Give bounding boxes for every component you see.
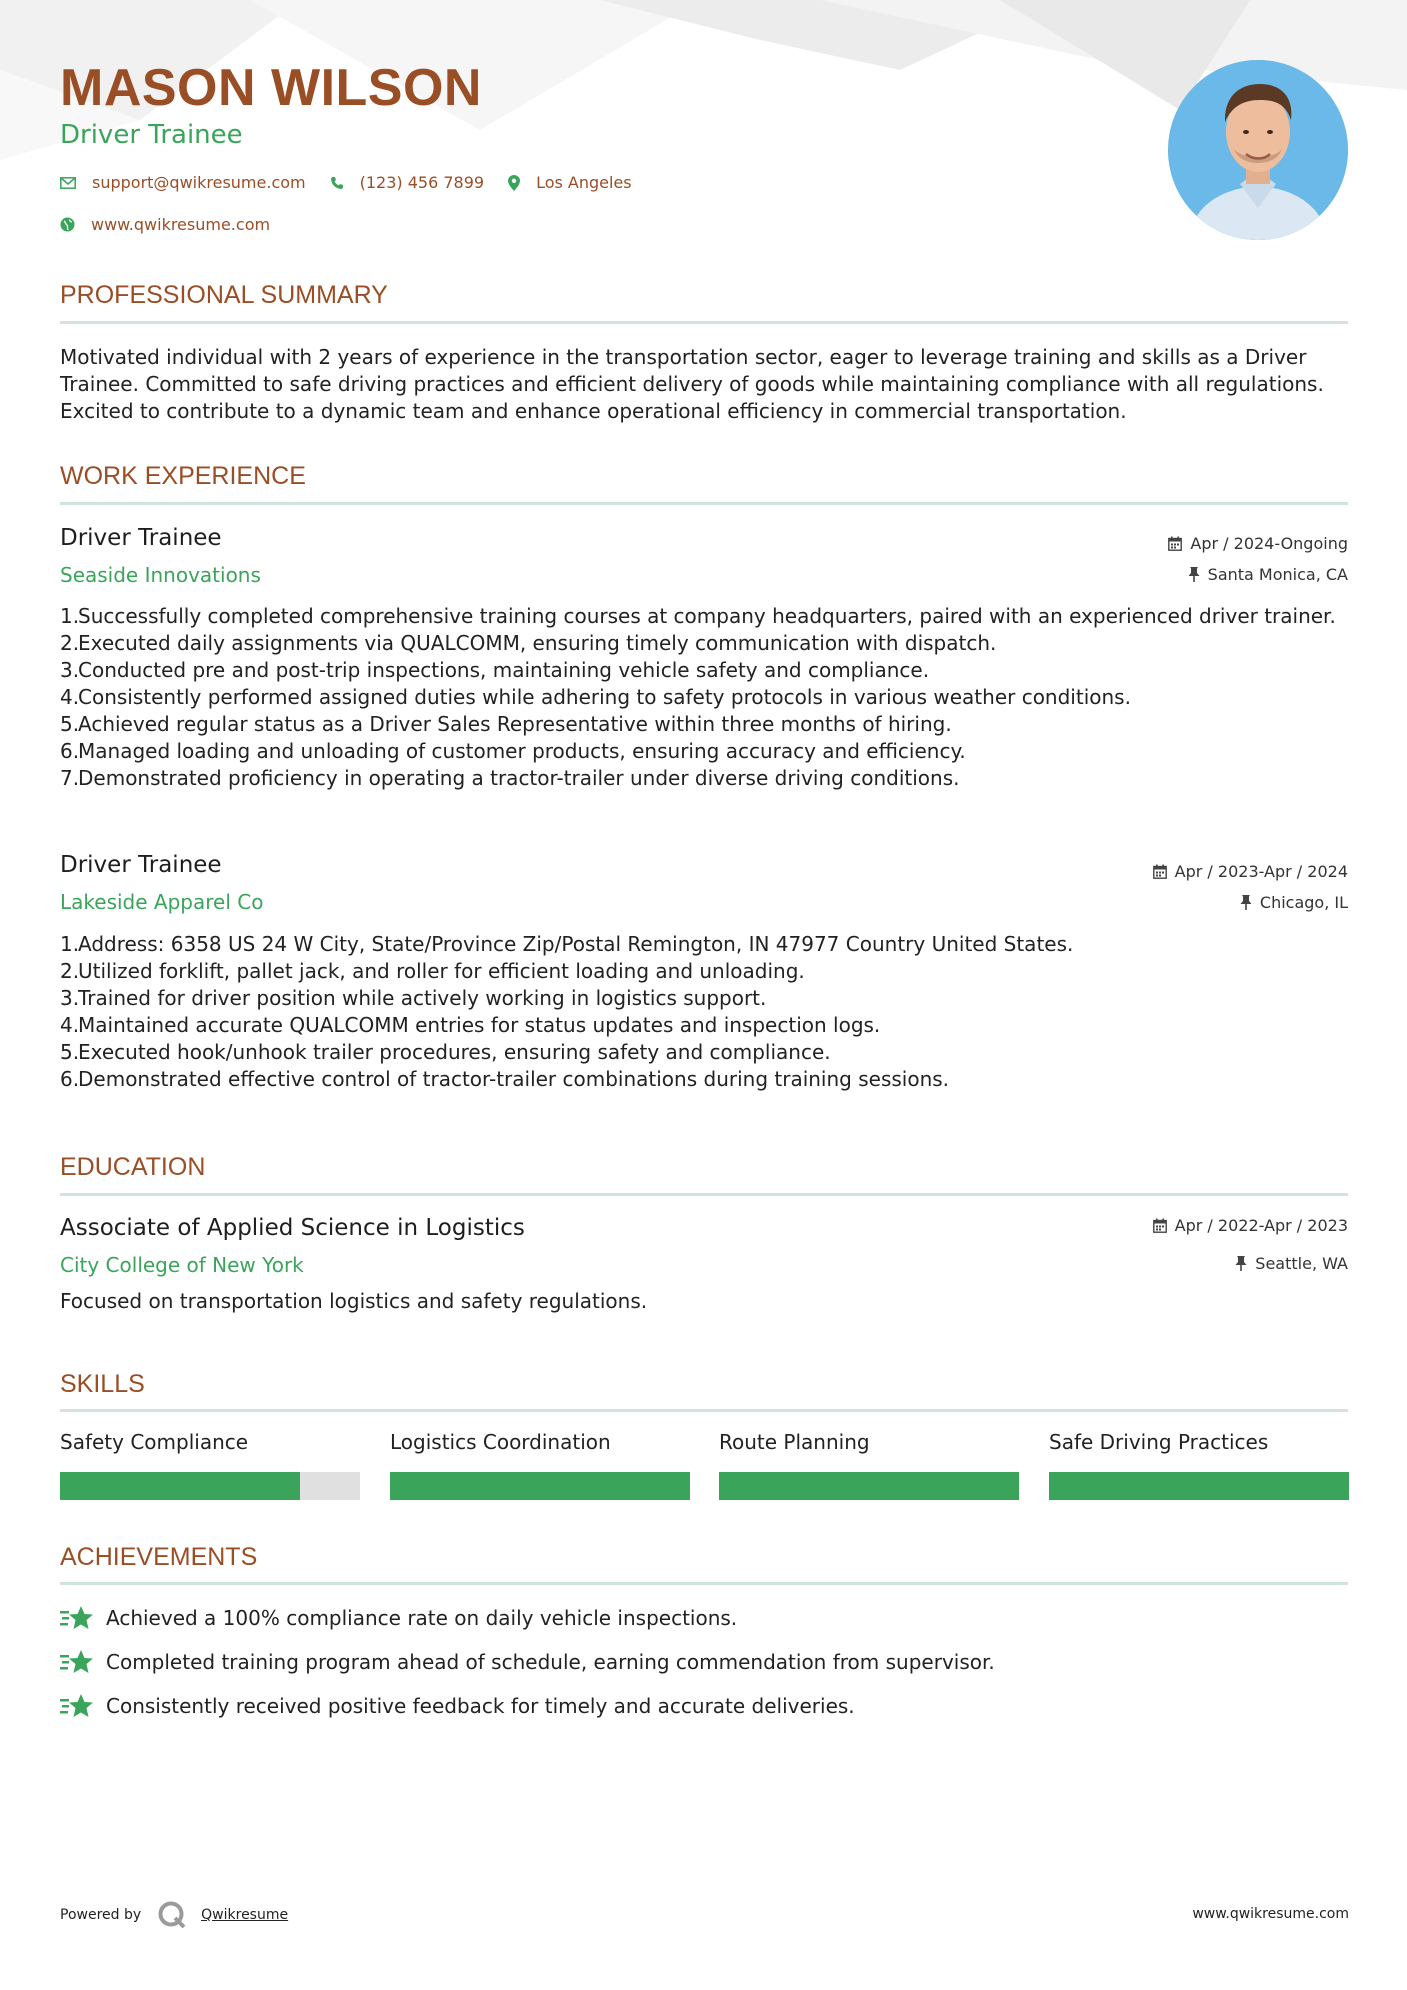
list-item: 6. Demonstrated effective control of tractor-trailer combinations during training sessions. [60,1067,950,1091]
section-divider [60,321,1348,324]
list-item: 2. Executed daily assignments via QUALCOMM, ensuring timely communication with dispatch. [60,631,997,655]
job-dates-text: Apr / 2024-Ongoing [1190,534,1348,553]
job-location-text: Santa Monica, CA [1207,565,1348,584]
skill-level-fill [60,1472,300,1500]
achievement-text: Achieved a 100% compliance rate on daily vehicle inspections. [106,1606,738,1630]
skill-level-fill [390,1472,690,1500]
job-dates-text: Apr / 2023-Apr / 2024 [1174,862,1348,881]
globe-icon [60,217,75,232]
map-pin-icon [508,175,520,191]
list-item: 5. Executed hook/unhook trailer procedures, ensuring safety and compliance. [60,1040,831,1064]
calendar-icon [1153,864,1167,879]
job-dates [1168,534,1348,553]
phone-text: (123) 456 7899 [359,173,485,192]
education-heading: EDUCATION [60,1153,206,1181]
job-company: Lakeside Apparel Co [60,890,264,914]
summary-text: Motivated individual with 2 years of experience in the transportation sector, eager to leverage training and skills as a Driver Trainee. Committed to safe driving practices and efficient delivery of goods while maintaining compliance with all regulations. Excited to contribute to a dynamic team and enhance operational efficiency in commercial transportation. [60,345,1324,423]
phone-icon [330,176,344,190]
contact-row-primary [60,173,656,192]
list-item: 5. Achieved regular status as a Driver Sales Representative within three months of hiring. [60,712,952,736]
job-title: Driver Trainee [60,525,222,551]
profile-photo [1168,60,1348,240]
skill-item [719,1430,1019,1500]
pushpin-icon [1240,895,1252,910]
skill-name: Safety Compliance [60,1430,249,1454]
skill-name: Route Planning [719,1430,870,1454]
contact-website[interactable] [60,215,270,234]
achievement-item [60,1693,855,1719]
achievement-item [60,1605,737,1631]
job-bullet-list [60,931,1350,1093]
skills-heading: SKILLS [60,1370,145,1398]
education-location-text: Seattle, WA [1255,1254,1348,1273]
achievement-text: Completed training program ahead of schedule, earning commendation from supervisor. [106,1650,995,1674]
education-school: City College of New York [60,1253,304,1277]
list-item: 3. Trained for driver position while actively working in logistics support. [60,986,767,1010]
job-title: Driver Trainee [60,852,222,878]
list-item: 4. Consistently performed assigned duties while adhering to safety protocols in various weather conditions. [60,685,1131,709]
list-item: 2. Utilized forklift, pallet jack, and roller for efficient loading and unloading. [60,959,805,983]
education-location [1235,1254,1348,1273]
footer-website[interactable]: www.qwikresume.com [1192,1906,1349,1922]
qwikresume-logo-icon [157,1900,187,1930]
location-text: Los Angeles [536,173,632,192]
skill-level-bar [719,1472,1019,1500]
achievement-text: Consistently received positive feedback for timely and accurate deliveries. [106,1694,855,1718]
job-location-text: Chicago, IL [1259,893,1348,912]
pushpin-icon [1188,567,1200,582]
education-description: Focused on transportation logistics and safety regulations. [60,1289,648,1313]
email-text: support@qwikresume.com [92,173,306,192]
contact-row-secondary [60,215,294,234]
job-bullet-list [60,603,1350,792]
skill-item [1049,1430,1349,1500]
education-degree: Associate of Applied Science in Logistics [60,1215,525,1241]
star-icon [60,1605,94,1631]
achievement-item [60,1649,995,1675]
skill-level-fill [719,1472,1019,1500]
list-item: 7. Demonstrated proficiency in operating a tractor-trailer under diverse driving conditions. [60,766,960,790]
education-dates-text: Apr / 2022-Apr / 2023 [1174,1216,1348,1235]
star-icon [60,1649,94,1675]
pushpin-icon [1235,1256,1247,1271]
avatar [1168,60,1348,240]
experience-heading: WORK EXPERIENCE [60,462,306,490]
job-location [1240,893,1348,912]
contact-email[interactable] [60,173,306,192]
skill-name: Logistics Coordination [390,1430,611,1454]
contact-location [508,173,632,192]
job-dates [1153,862,1348,881]
summary-heading: PROFESSIONAL SUMMARY [60,281,388,309]
contact-phone[interactable] [330,173,484,192]
job-location [1188,565,1348,584]
skill-level-bar [390,1472,690,1500]
section-divider [60,502,1348,505]
footer-powered-by [60,1900,288,1930]
list-item: 1. Successfully completed comprehensive training courses at company headquarters, paired with an experienced driver trainer. [60,604,1336,628]
calendar-icon [1153,1218,1167,1233]
skill-level-fill [1049,1472,1349,1500]
skill-item [390,1430,690,1500]
candidate-name: MASON WILSON [60,59,482,117]
skill-level-bar [60,1472,360,1500]
calendar-icon [1168,536,1182,551]
list-item: 6. Managed loading and unloading of customer products, ensuring accuracy and efficiency. [60,739,966,763]
list-item: 4. Maintained accurate QUALCOMM entries for status updates and inspection logs. [60,1013,881,1037]
job-company: Seaside Innovations [60,563,261,587]
skill-item [60,1430,360,1500]
star-icon [60,1693,94,1719]
section-divider [60,1193,1348,1196]
candidate-role: Driver Trainee [60,120,243,150]
achievements-heading: ACHIEVEMENTS [60,1543,258,1571]
website-text: www.qwikresume.com [91,215,271,234]
powered-by-label: Powered by [60,1907,142,1923]
qwikresume-link[interactable]: Qwikresume [201,1907,289,1923]
list-item: 1. Address: 6358 US 24 W City, State/Province Zip/Postal Remington, IN 47977 Country United States. [60,932,1074,956]
envelope-icon [60,177,76,189]
section-divider [60,1582,1348,1585]
education-dates [1153,1216,1348,1235]
list-item: 3. Conducted pre and post-trip inspections, maintaining vehicle safety and compliance. [60,658,930,682]
section-divider [60,1409,1348,1412]
skill-level-bar [1049,1472,1349,1500]
skill-name: Safe Driving Practices [1049,1430,1269,1454]
